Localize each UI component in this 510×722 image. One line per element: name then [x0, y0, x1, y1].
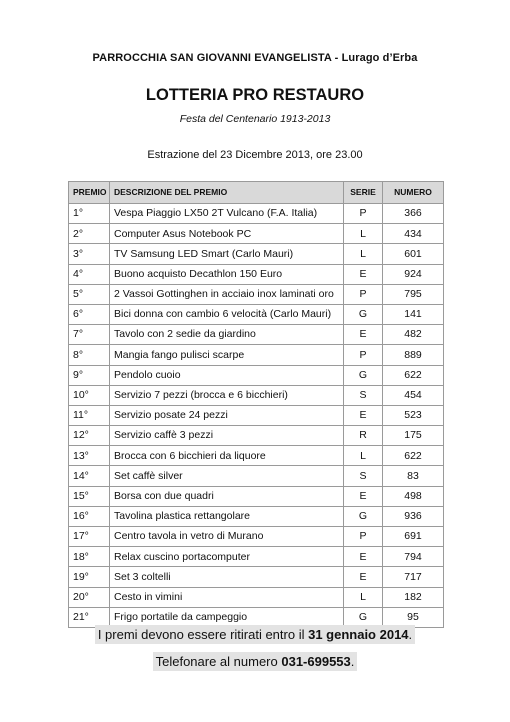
cell-numero: 182 — [383, 587, 444, 607]
cell-descrizione: Computer Asus Notebook PC — [110, 224, 344, 244]
cell-numero: 141 — [383, 304, 444, 324]
page-title: LOTTERIA PRO RESTAURO — [145, 86, 365, 104]
prizes-table-body — [69, 204, 444, 628]
table-row — [69, 527, 444, 547]
cell-serie: P — [344, 345, 383, 365]
cell-numero: 454 — [383, 385, 444, 405]
cell-serie: G — [344, 506, 383, 526]
cell-premio: 18° — [69, 547, 110, 567]
cell-descrizione: Vespa Piaggio LX50 2T Vulcano (F.A. Italia) — [110, 204, 344, 224]
phone-number: 031-699553 — [281, 654, 351, 669]
cell-serie: E — [344, 547, 383, 567]
cell-serie: E — [344, 486, 383, 506]
cell-serie: G — [344, 304, 383, 324]
cell-serie: L — [344, 587, 383, 607]
table-row — [69, 325, 444, 345]
cell-premio: 13° — [69, 446, 110, 466]
cell-numero: 889 — [383, 345, 444, 365]
cell-premio: 16° — [69, 506, 110, 526]
cell-descrizione: Servizio posate 24 pezzi — [110, 405, 344, 425]
cell-premio: 21° — [69, 607, 110, 627]
table-row — [69, 304, 444, 324]
cell-descrizione: Centro tavola in vetro di Murano — [110, 527, 344, 547]
cell-premio: 1° — [69, 204, 110, 224]
column-header-premio: PREMIO — [69, 182, 110, 204]
cell-numero: 622 — [383, 446, 444, 466]
cell-numero: 795 — [383, 284, 444, 304]
phone-notice-end: . — [350, 654, 355, 669]
cell-descrizione: Cesto in vimini — [110, 587, 344, 607]
table-row — [69, 264, 444, 284]
phone-notice-highlight — [153, 652, 358, 671]
cell-descrizione: Buono acquisto Decathlon 150 Euro — [110, 264, 344, 284]
cell-serie: E — [344, 264, 383, 284]
cell-numero: 83 — [383, 466, 444, 486]
cell-numero: 482 — [383, 325, 444, 345]
cell-descrizione: 2 Vassoi Gottinghen in acciaio inox laminati oro — [110, 284, 344, 304]
cell-numero: 794 — [383, 547, 444, 567]
parish-name: PARROCCHIA SAN GIOVANNI EVANGELISTA - Lurago d’Erba — [92, 52, 418, 64]
cell-descrizione: Frigo portatile da campeggio — [110, 607, 344, 627]
cell-serie: S — [344, 385, 383, 405]
collection-deadline: 31 gennaio 2014 — [308, 627, 409, 642]
cell-serie: L — [344, 446, 383, 466]
cell-numero: 622 — [383, 365, 444, 385]
cell-numero: 498 — [383, 486, 444, 506]
cell-numero: 366 — [383, 204, 444, 224]
cell-descrizione: Set caffè silver — [110, 466, 344, 486]
cell-numero: 924 — [383, 264, 444, 284]
cell-serie: L — [344, 224, 383, 244]
cell-descrizione: Relax cuscino portacomputer — [110, 547, 344, 567]
cell-serie: L — [344, 244, 383, 264]
cell-descrizione: Set 3 coltelli — [110, 567, 344, 587]
cell-numero: 717 — [383, 567, 444, 587]
cell-premio: 6° — [69, 304, 110, 324]
cell-descrizione: Borsa con due quadri — [110, 486, 344, 506]
cell-premio: 19° — [69, 567, 110, 587]
cell-premio: 15° — [69, 486, 110, 506]
table-row — [69, 224, 444, 244]
table-row — [69, 345, 444, 365]
cell-numero: 936 — [383, 506, 444, 526]
cell-descrizione: TV Samsung LED Smart (Carlo Mauri) — [110, 244, 344, 264]
cell-serie: R — [344, 426, 383, 446]
cell-premio: 17° — [69, 527, 110, 547]
draw-date: Estrazione del 23 Dicembre 2013, ore 23.00 — [147, 149, 363, 161]
cell-premio: 9° — [69, 365, 110, 385]
cell-numero: 523 — [383, 405, 444, 425]
cell-serie: P — [344, 204, 383, 224]
table-row — [69, 567, 444, 587]
cell-premio: 11° — [69, 405, 110, 425]
prizes-table-header — [69, 182, 444, 204]
collection-notice-text: I premi devono essere ritirati entro il — [97, 627, 309, 642]
cell-descrizione: Pendolo cuoio — [110, 365, 344, 385]
phone-notice-text: Telefonare al numero — [155, 654, 282, 669]
cell-numero: 434 — [383, 224, 444, 244]
cell-premio: 4° — [69, 264, 110, 284]
cell-descrizione: Mangia fango pulisci scarpe — [110, 345, 344, 365]
cell-premio: 12° — [69, 426, 110, 446]
cell-descrizione: Brocca con 6 bicchieri da liquore — [110, 446, 344, 466]
table-row — [69, 426, 444, 446]
prizes-table — [68, 181, 444, 628]
table-row — [69, 466, 444, 486]
table-row — [69, 486, 444, 506]
cell-numero: 601 — [383, 244, 444, 264]
table-row — [69, 204, 444, 224]
cell-numero: 691 — [383, 527, 444, 547]
table-row — [69, 284, 444, 304]
cell-premio: 14° — [69, 466, 110, 486]
cell-serie: G — [344, 607, 383, 627]
cell-serie: G — [344, 365, 383, 385]
cell-serie: P — [344, 284, 383, 304]
cell-premio: 8° — [69, 345, 110, 365]
table-row — [69, 365, 444, 385]
cell-descrizione: Servizio caffè 3 pezzi — [110, 426, 344, 446]
cell-numero: 175 — [383, 426, 444, 446]
cell-descrizione: Tavolo con 2 sedie da giardino — [110, 325, 344, 345]
table-row — [69, 446, 444, 466]
collection-notice-end: . — [408, 627, 413, 642]
column-header-descrizione: DESCRIZIONE DEL PREMIO — [110, 182, 344, 204]
page-subtitle: Festa del Centenario 1913-2013 — [179, 113, 331, 125]
cell-premio: 2° — [69, 224, 110, 244]
cell-premio: 5° — [69, 284, 110, 304]
cell-premio: 20° — [69, 587, 110, 607]
cell-serie: E — [344, 405, 383, 425]
table-row — [69, 506, 444, 526]
collection-notice-highlight — [95, 625, 415, 644]
cell-serie: P — [344, 527, 383, 547]
collection-notice — [0, 627, 510, 642]
cell-descrizione: Bici donna con cambio 6 velocità (Carlo Mauri) — [110, 304, 344, 324]
phone-notice — [0, 654, 510, 669]
column-header-serie: SERIE — [344, 182, 383, 204]
cell-serie: E — [344, 567, 383, 587]
cell-serie: E — [344, 325, 383, 345]
cell-premio: 10° — [69, 385, 110, 405]
cell-serie: S — [344, 466, 383, 486]
cell-premio: 7° — [69, 325, 110, 345]
table-row — [69, 587, 444, 607]
column-header-numero: NUMERO — [383, 182, 444, 204]
cell-descrizione: Tavolina plastica rettangolare — [110, 506, 344, 526]
table-row — [69, 547, 444, 567]
table-row — [69, 405, 444, 425]
table-row — [69, 385, 444, 405]
header-row — [69, 182, 444, 204]
cell-numero: 95 — [383, 607, 444, 627]
cell-premio: 3° — [69, 244, 110, 264]
table-row — [69, 244, 444, 264]
cell-descrizione: Servizio 7 pezzi (brocca e 6 bicchieri) — [110, 385, 344, 405]
